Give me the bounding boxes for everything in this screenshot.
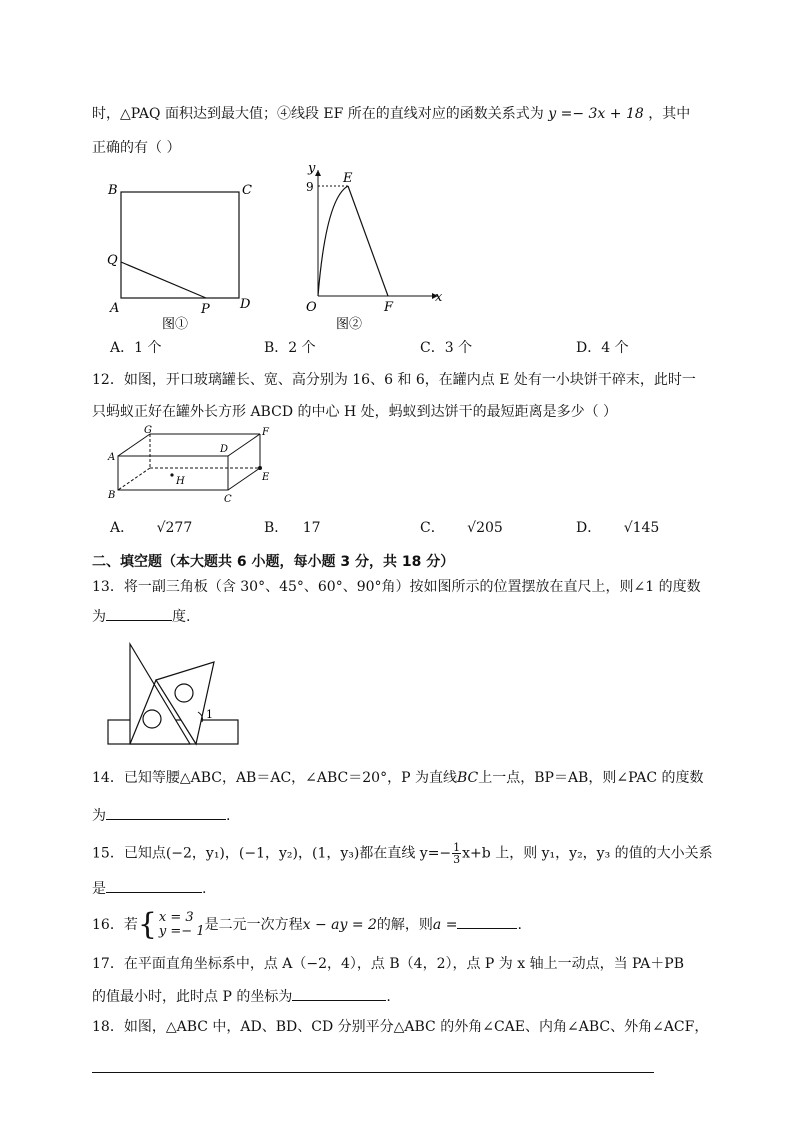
edge-DF: [228, 434, 260, 456]
q16-equation: x − ay = 2: [302, 917, 377, 933]
figure1-caption: 图①: [162, 317, 189, 332]
q16-text-b: 是二元一次方程: [204, 917, 303, 933]
option-label: C．: [420, 520, 445, 536]
q12-option-b[interactable]: [264, 518, 321, 538]
q11-option-b[interactable]: B．2 个: [264, 340, 316, 356]
section-heading: 二、填空题（本大题共 6 小题，每小题 3 分，共 18 分）: [92, 554, 455, 570]
q11-option-a[interactable]: A．1 个: [110, 340, 162, 356]
q17-text-b: .: [386, 989, 391, 1005]
q14-line2: [92, 805, 230, 826]
q11-function-formula: y =− 3x + 18: [548, 106, 644, 122]
radicand: 277: [165, 520, 193, 536]
q14-math: BC: [456, 770, 479, 786]
rectangle-abcd: [121, 192, 239, 298]
angle-1-label: 1: [206, 708, 213, 721]
label-y: y: [308, 161, 316, 176]
label-O: O: [306, 300, 317, 315]
label-A: A: [108, 452, 116, 463]
q12-option-a[interactable]: [110, 518, 192, 538]
q11-figure2: [292, 158, 452, 338]
footer-rule: [92, 1072, 654, 1073]
q15-line2: [92, 878, 206, 899]
q13-figure: [104, 636, 244, 748]
frac-numerator: 1: [453, 841, 461, 854]
option-label: B．: [264, 520, 289, 536]
q12-option-c[interactable]: [420, 518, 503, 538]
label-B: B: [108, 183, 118, 198]
label-F: F: [384, 300, 394, 315]
q11-option-d[interactable]: D．4 个: [576, 340, 629, 356]
q12-box-figure: [104, 424, 280, 506]
q14-text-b: 上一点，BP＝AB，则∠PAC 的度数: [478, 770, 704, 786]
q14-text-b: .: [226, 808, 231, 824]
label-C: C: [224, 494, 232, 505]
q14-text-a: 为: [92, 808, 106, 824]
point-H: [170, 473, 173, 476]
label-G: G: [144, 425, 152, 436]
q15-line1: [92, 842, 713, 865]
radicand: 145: [632, 520, 660, 536]
q13-line1: 13．将一副三角板（含 30°、45°、60°、90°角）按如图所示的位置摆放在直尺上，则∠1 的度数: [92, 579, 701, 595]
curve-OE: [318, 186, 348, 296]
q17-line1: 17．在平面直角坐标系中，点 A（−2，4），点 B（4，2），点 P 为 x 轴上一动点，当 PA＋PB: [92, 956, 684, 972]
segment-qp: [121, 262, 206, 298]
q15-text-a: 15．已知点(−2，y₁)，(−1，y₂)，(1，y₃)都在直线 y=−: [92, 845, 452, 862]
label-D: D: [220, 444, 229, 455]
system-line2: y =− 1: [158, 924, 205, 939]
option-value: 17: [302, 520, 321, 536]
q15-fraction: [452, 842, 461, 865]
edge-hidden-depth: [118, 468, 150, 490]
q12-line2: 只蚂蚁正好在罐外长方形 ABCD 的中心 H 处，蚂蚁到达饼干的最短距离是多少（ ）: [92, 404, 618, 420]
edge-CE: [228, 468, 260, 490]
option-label: D．: [576, 520, 602, 536]
label-E: E: [343, 171, 353, 186]
q16-answer-blank[interactable]: [457, 914, 517, 929]
q14-answer-blank[interactable]: [106, 805, 226, 820]
brace-icon: {: [137, 907, 157, 942]
q11-figure1: [100, 178, 270, 338]
q16-text-e: .: [517, 917, 522, 933]
q13-text-b: 度.: [172, 609, 191, 625]
q13-answer-blank[interactable]: [106, 606, 172, 621]
frac-denominator: 3: [453, 853, 461, 866]
q15-text-b: x+b 上，则 y₁，y₂，y₃ 的值的大小关系: [462, 845, 713, 862]
q13-text-a: 为: [92, 609, 106, 625]
label-B: B: [108, 490, 116, 501]
q15-text-b: .: [202, 881, 207, 897]
system-line1: x = 3: [158, 910, 194, 925]
q11-text-a: 时，△PAQ 面积达到最大值；④线段 EF 所在的直线对应的函数关系式为: [92, 106, 544, 122]
option-label: A．: [110, 520, 135, 536]
q16-a-equals: a =: [432, 917, 458, 933]
q17-line2: [92, 986, 391, 1007]
q17-text-a: 的值最小时，此时点 P 的坐标为: [92, 989, 293, 1005]
label-D: D: [240, 297, 251, 312]
q17-answer-blank[interactable]: [292, 986, 386, 1001]
label-C: C: [242, 183, 252, 198]
sqrt-expression: √145: [623, 520, 660, 536]
edge-AG: [118, 434, 150, 456]
label-P: P: [201, 302, 210, 317]
segment-EF: [348, 186, 388, 296]
q11-line2: 正确的有（ ）: [92, 140, 181, 156]
equation-system: [159, 911, 205, 939]
point-E: [258, 466, 262, 470]
q18-line1: 18．如图，△ABC 中，AD、BD、CD 分别平分△ABC 的外角∠CAE、内角∠ABC、外角∠ACF，: [92, 1019, 709, 1035]
figure2-caption: 图②: [336, 317, 363, 332]
q14-line1: [92, 768, 703, 788]
q11-option-c[interactable]: C．3 个: [420, 340, 473, 356]
label-x: x: [435, 290, 443, 305]
label-E: E: [262, 472, 270, 483]
label-H: H: [176, 476, 185, 487]
q11-text-b: ，其中: [648, 106, 691, 122]
q15-text-a: 是: [92, 881, 106, 897]
radicand: 205: [476, 520, 503, 536]
q14-text-a: 14．已知等腰△ABC，AB＝AC，∠ABC＝20°，P 为直线: [92, 770, 457, 786]
y-axis-arrow-icon: [315, 170, 321, 176]
q11-line1: [92, 104, 690, 124]
sqrt-expression: √205: [467, 520, 503, 536]
label-9: 9: [306, 180, 314, 194]
q16-text-a: 16．若: [92, 917, 138, 933]
label-F: F: [262, 427, 269, 438]
q15-answer-blank[interactable]: [106, 878, 202, 893]
q16-line: [92, 907, 522, 942]
label-Q: Q: [107, 253, 118, 268]
q12-line1: 12．如图，开口玻璃罐长、宽、高分别为 16、6 和 6，在罐内点 E 处有一小块饼干碎末，此时一: [92, 372, 696, 388]
q12-option-d[interactable]: [576, 518, 659, 538]
face-ABCD: [118, 456, 228, 490]
q16-text-c: 的解，则: [376, 917, 433, 933]
sqrt-expression: √277: [156, 520, 193, 536]
label-A: A: [110, 301, 120, 316]
q13-line2: [92, 606, 190, 627]
